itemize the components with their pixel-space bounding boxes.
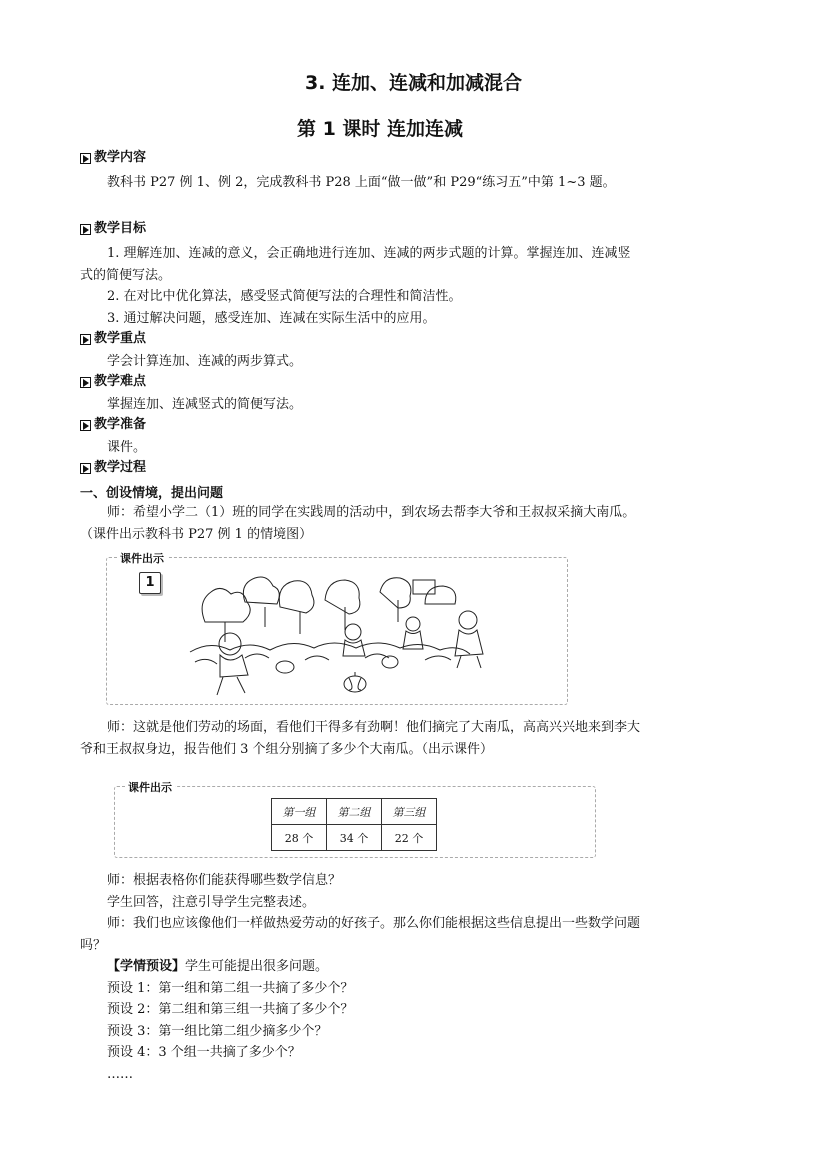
table-header-cell: 第三组 (382, 799, 437, 825)
section-heading-text: 教学重点 (94, 331, 147, 346)
pumpkin-field-illustration (185, 562, 500, 700)
content-text: 教科书 P27 例 1、例 2，完成教科书 P28 上面“做一做”和 P29“练习五”中第 1~3 题。 (107, 175, 616, 190)
teacher-line: 师：我们也应该像他们一样做热爱劳动的好孩子。那么你们能根据这些信息提出一些数学问题吗？ (80, 916, 641, 953)
table-row (272, 825, 437, 851)
teacher-line: 师：根据表格你们能获得哪些数学信息？ (107, 873, 342, 888)
preset-item: 预设 4：3 个组一共摘了多少个？ (107, 1045, 301, 1060)
teacher-scene-block (80, 717, 640, 760)
lesson-title: 3. 连加、连减和加减混合 (304, 72, 523, 94)
lesson-subtitle: 第 1 课时 连加连减 (296, 118, 464, 140)
section-key-heading (80, 329, 146, 349)
table-cell: 22 个 (382, 825, 437, 851)
preset-item: 预设 1：第一组和第二组一共摘了多少个？ (107, 980, 354, 996)
section-goals-heading (80, 219, 146, 239)
goals-block (80, 243, 640, 329)
goal-item: 3. 通过解决问题，感受连加、连减在实际生活中的应用。 (107, 310, 436, 326)
vine-leaves-icon (190, 643, 470, 664)
child-figure-icon (217, 611, 483, 695)
section-heading-text: 教学难点 (94, 374, 147, 389)
play-triangle-icon (80, 153, 91, 164)
section-heading-text: 教学过程 (94, 460, 147, 475)
content-text-block (80, 172, 640, 194)
part1-heading: 一、创设情境，提出问题 (80, 486, 224, 501)
play-triangle-icon (80, 334, 91, 345)
table-cell: 28 个 (272, 825, 327, 851)
goal-item: 2. 在对比中优化算法，感受竖式简便写法的合理性和简洁性。 (107, 289, 462, 304)
table-header-cell: 第二组 (327, 799, 382, 825)
play-triangle-icon (80, 420, 91, 431)
preset-item: 预设 3：第一组比第二组少摘多少个？ (107, 1023, 328, 1039)
courseware-label: 课件出示 (125, 779, 175, 795)
section-prep-heading (80, 415, 146, 435)
courseware-label: 课件出示 (117, 550, 167, 566)
section-process-heading (80, 458, 146, 478)
table-header-cell: 第一组 (272, 799, 327, 825)
table-cell: 34 个 (327, 825, 382, 851)
prep-text: 课件。 (107, 440, 147, 455)
pumpkin-count-table (271, 798, 437, 851)
section-heading-text: 教学内容 (94, 150, 147, 165)
difficult-block (80, 394, 640, 416)
dialogue-block (80, 870, 640, 1085)
teacher-line: 师：希望小学二（1）班的同学在实践周的活动中，到农场去帮李大爷和王叔叔采摘大南瓜。（课件出示教科书 P27 例 1 的情境图） (80, 505, 636, 542)
pumpkin-icon (276, 656, 398, 692)
ellipsis: …… (107, 1066, 133, 1082)
goal-item: 1. 理解连加、连减的意义，会正确地进行连加、连减的两步式题的计算。掌握连加、连减竖式的简便写法。 (80, 246, 631, 283)
teacher-intro-block (80, 502, 640, 545)
section-heading-text: 教学准备 (94, 417, 147, 432)
key-text: 学会计算连加、连减的两步算式。 (107, 354, 303, 369)
table-header-row (272, 799, 437, 825)
section-content-heading (80, 148, 146, 168)
teacher-line: 师：这就是他们劳动的场面，看他们干得多有劲啊！他们摘完了大南瓜，高高兴兴地来到李大爷和王叔叔身边，报告他们 3 个组分别摘了多少个大南瓜。（出示课件） (80, 720, 641, 757)
difficult-text: 掌握连加、连减竖式的简便写法。 (107, 397, 303, 412)
preset-label: 【学情预设】 (107, 959, 186, 974)
section-difficult-heading (80, 372, 146, 392)
example-number-badge: 1 (139, 572, 161, 594)
play-triangle-icon (80, 224, 91, 235)
key-block (80, 351, 640, 373)
play-triangle-icon (80, 463, 91, 474)
play-triangle-icon (80, 377, 91, 388)
student-line: 学生回答，注意引导学生完整表述。 (107, 894, 316, 910)
section-heading-text: 教学目标 (94, 221, 147, 236)
preset-intro (80, 956, 640, 978)
prep-block (80, 437, 640, 459)
preset-text: 学生可能提出很多问题。 (185, 959, 329, 974)
preset-item: 预设 2：第二组和第三组一共摘了多少个？ (107, 1002, 354, 1017)
